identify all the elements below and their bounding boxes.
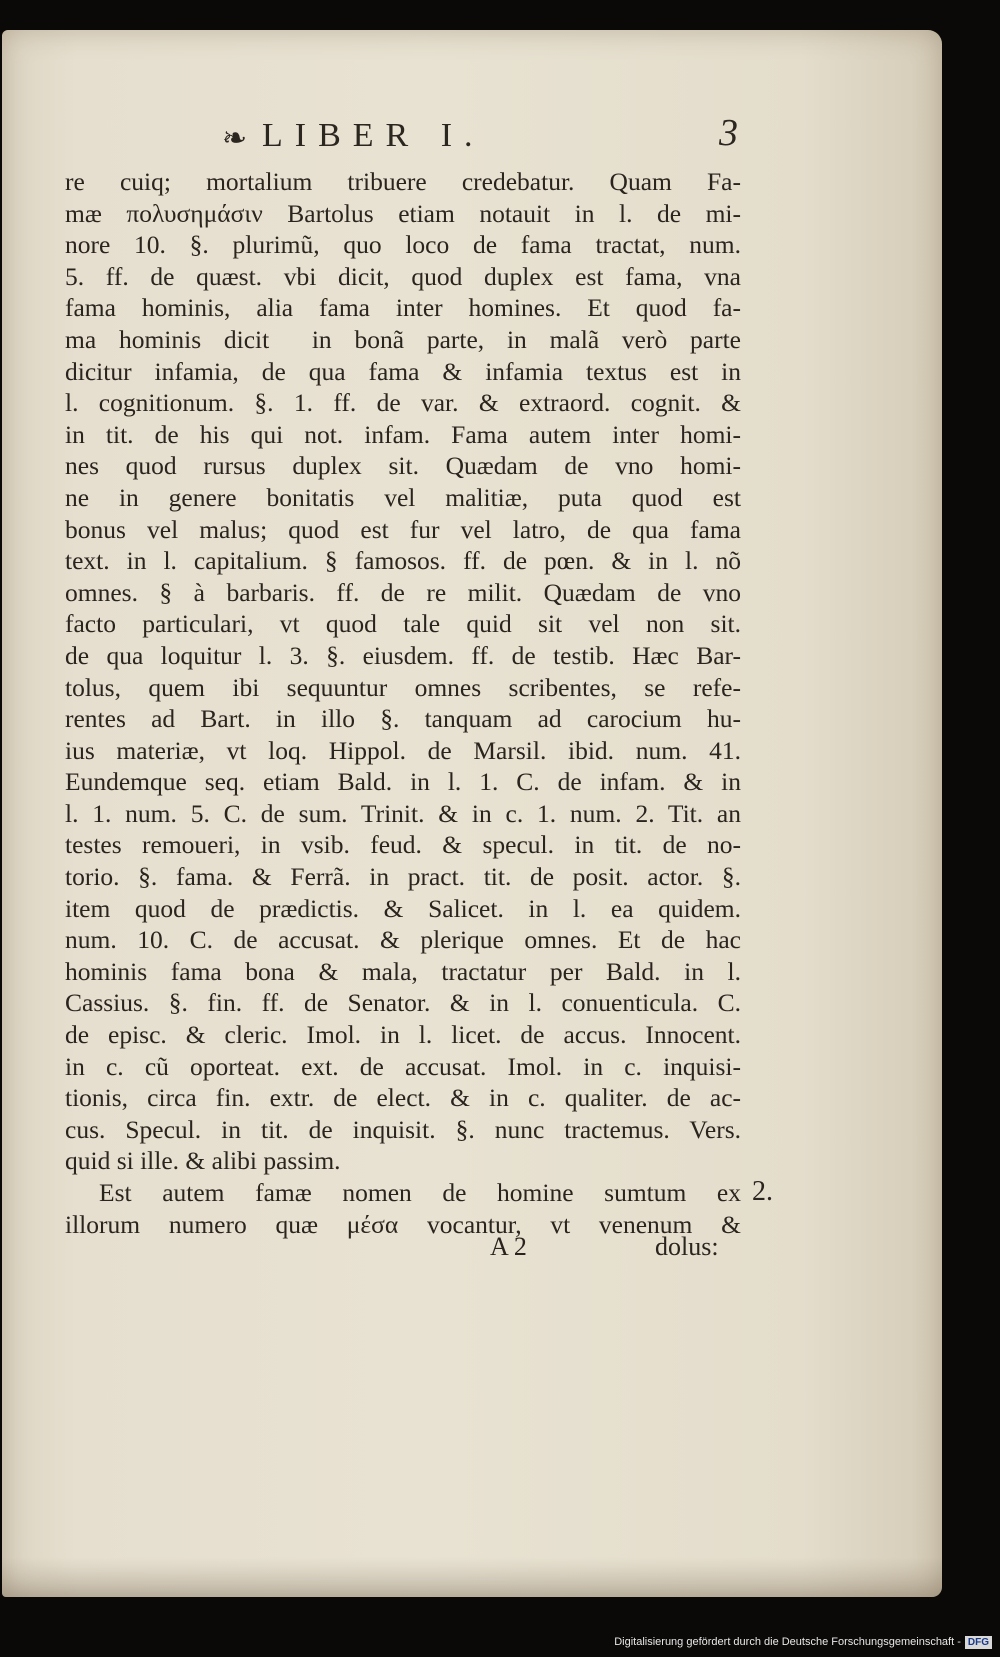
text-line: in c. cũ oporteat. ext. de accusat. Imol. in c. inquisi- [65, 1051, 741, 1081]
text-line: num. 10. C. de accusat. & plerique omnes. Et de hac [65, 925, 741, 955]
text-line: cus. Specul. in tit. de inquisit. §. nunc tractemus. Vers. [65, 1114, 741, 1144]
text-line: in tit. de his qui not. infam. Fama autem inter homi- [65, 419, 741, 449]
text-line: testes remoueri, in vsib. feud. & specul. in tit. de no- [65, 830, 741, 860]
page-shadow [2, 1557, 942, 1597]
dfg-logo: DFG [965, 1636, 992, 1649]
catchword: dolus: [655, 1232, 719, 1261]
body-text [65, 166, 741, 1240]
text-line: l. cognitionum. §. 1. ff. de var. & extraord. cognit. & [65, 388, 741, 418]
text-line: ius materiæ, vt loq. Hippol. de Marsil. ibid. num. 41. [65, 735, 741, 765]
text-line: Eundemque seq. etiam Bald. in l. 1. C. de infam. & in [65, 767, 741, 797]
text-line: bonus vel malus; quod est fur vel latro, de qua fama [65, 514, 741, 544]
text-line: l. 1. num. 5. C. de sum. Trinit. & in c. 1. num. 2. Tit. an [65, 798, 741, 828]
folio-number: 3 [719, 112, 738, 154]
signature-mark: A 2 [490, 1232, 527, 1261]
text-line: item quod de prædictis. & Salicet. in l. ea quidem. [65, 893, 741, 923]
running-head: LIBER I. [262, 117, 485, 154]
text-line: fama hominis, alia fama inter homines. Et quod fa- [65, 293, 741, 323]
page-header [200, 112, 740, 161]
text-line: rentes ad Bart. in illo §. tanquam ad carocium hu- [65, 704, 741, 734]
text-line: re cuiq; mortalium tribuere credebatur. Quam Fa- [65, 167, 741, 196]
text-line: tionis, circa fin. extr. de elect. & in c. qualiter. de ac- [65, 1083, 741, 1113]
text-line: omnes. § à barbaris. ff. de re milit. Quædam de vno [65, 577, 741, 607]
text-line: dicitur infamia, de qua fama & infamia textus est in [65, 356, 741, 386]
text-line: mæ πολυσημάσιν Bartolus etiam notauit in l. de mi- [65, 198, 741, 228]
text-line: torio. §. fama. & Ferrã. in pract. tit. de posit. actor. §. [65, 862, 741, 892]
ornament-icon: ❧ [222, 122, 248, 155]
text-line: ma hominis dicit᷑ in bonã parte, in malã verò parte [65, 324, 741, 354]
text-line: de qua loquitur l. 3. §. eiusdem. ff. de testib. Hæc Bar- [65, 640, 741, 670]
text-line: nore 10. §. plurimũ, quo loco de fama tractat, num. [65, 230, 741, 260]
digitization-credit [614, 1633, 992, 1651]
text-line: 5. ff. de quæst. vbi dicit, quod duplex est fama, vna [65, 261, 741, 291]
text-line: Est autem famæ nomen de homine sumtum ex [99, 1178, 741, 1207]
text-line: text. in l. capitalium. § famosos. ff. de pœn. & in l. nõ [65, 546, 741, 576]
text-line: ne in genere bonitatis vel malitiæ, puta quod est [65, 482, 741, 512]
text-line: de episc. & cleric. Imol. in l. licet. de accus. Innocent. [65, 1020, 741, 1050]
margin-note: 2. [752, 1176, 773, 1207]
text-line: illorum numero quæ μέσα vocantur, vt venenum & [65, 1209, 741, 1239]
text-line: nes quod rursus duplex sit. Quædam de vno homi- [65, 451, 741, 481]
text-line: tolus, quem ibi sequuntur omnes scribentes, se refe- [65, 672, 741, 702]
text-line: quid si ille. & alibi passim. [65, 1146, 341, 1176]
text-line: Cassius. §. fin. ff. de Senator. & in l. conuenticula. C. [65, 988, 741, 1018]
credit-text: Digitalisierung gefördert durch die Deutsche Forschungsgemeinschaft - [614, 1636, 961, 1648]
text-line: facto particulari, vt quod tale quid sit vel non sit. [65, 609, 741, 639]
text-line: hominis fama bona & mala, tractatur per Bald. in l. [65, 956, 741, 986]
